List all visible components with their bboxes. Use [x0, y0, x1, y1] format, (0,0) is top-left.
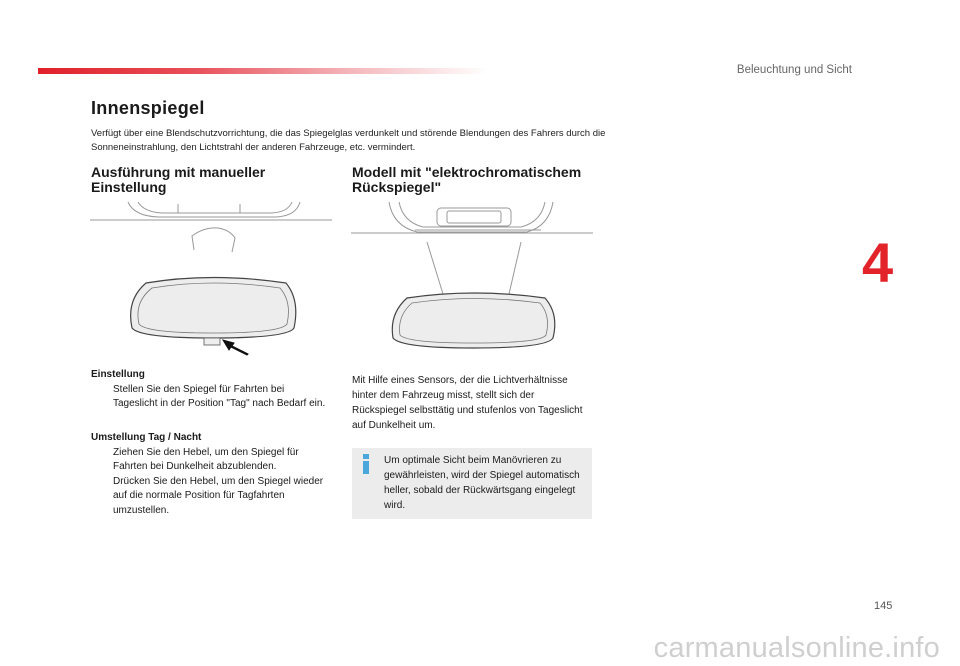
intro-paragraph: Verfügt über eine Blendschutzvorrichtung, die das Spiegelglas verdunkelt und störende Blendungen des Fahrers durch die Sonneneinstrahlung, den Lichtstrahl der anderen Fahrzeuge, etc. vermindert.: [91, 128, 606, 153]
page-title: Innenspiegel: [91, 98, 205, 118]
electro-heading: Modell mit "elektrochromatischem Rückspiegel": [352, 164, 582, 195]
adjust-title: Einstellung: [91, 369, 145, 380]
chapter-number: 4: [862, 231, 894, 294]
manual-mirror-illustration: [90, 200, 332, 360]
adjust-block: [91, 368, 331, 412]
info-box: [352, 448, 592, 519]
list-item-text: Stellen Sie den Spiegel für Fahrten bei Tageslicht in der Position "Tag" nach Bedarf ein.: [113, 383, 326, 409]
bullet-icon: [91, 446, 113, 475]
watermark: carmanualsonline.info: [653, 632, 940, 664]
bullet-icon: [91, 383, 113, 412]
page-number: 145: [874, 600, 893, 612]
lever-arrow-icon: [223, 340, 248, 355]
info-text: Um optimale Sicht beim Manövrieren zu gewährleisten, wird der Spiegel automatisch heller, sobald der Rückwärtsgang eingelegt wird.: [384, 455, 580, 511]
list-item-text: Drücken Sie den Hebel, um den Spiegel wieder auf die normale Position für Tagfahrten umzustellen.: [113, 475, 324, 516]
manual-heading: Ausführung mit manueller Einstellung: [91, 164, 266, 195]
list-item-text: Ziehen Sie den Hebel, um den Spiegel für Fahrten bei Dunkelheit abzublenden.: [113, 446, 299, 472]
list-item: [91, 475, 331, 519]
section-title: Beleuchtung und Sicht: [736, 64, 852, 76]
electro-mirror-illustration: [351, 200, 593, 352]
info-icon: [361, 454, 373, 474]
daynight-title: Umstellung Tag / Nacht: [91, 432, 202, 443]
header-accent-bar: [38, 68, 488, 74]
daynight-block: [91, 431, 331, 518]
list-item: [91, 383, 331, 412]
electro-paragraph: Mit Hilfe eines Sensors, der die Lichtverhältnisse hinter dem Fahrzeug misst, stellt sich der Rückspiegel selbsttätig und stufenlos von Tageslicht auf Dunkelheit um.: [352, 375, 583, 431]
list-item: [91, 446, 331, 475]
bullet-icon: [91, 475, 113, 519]
